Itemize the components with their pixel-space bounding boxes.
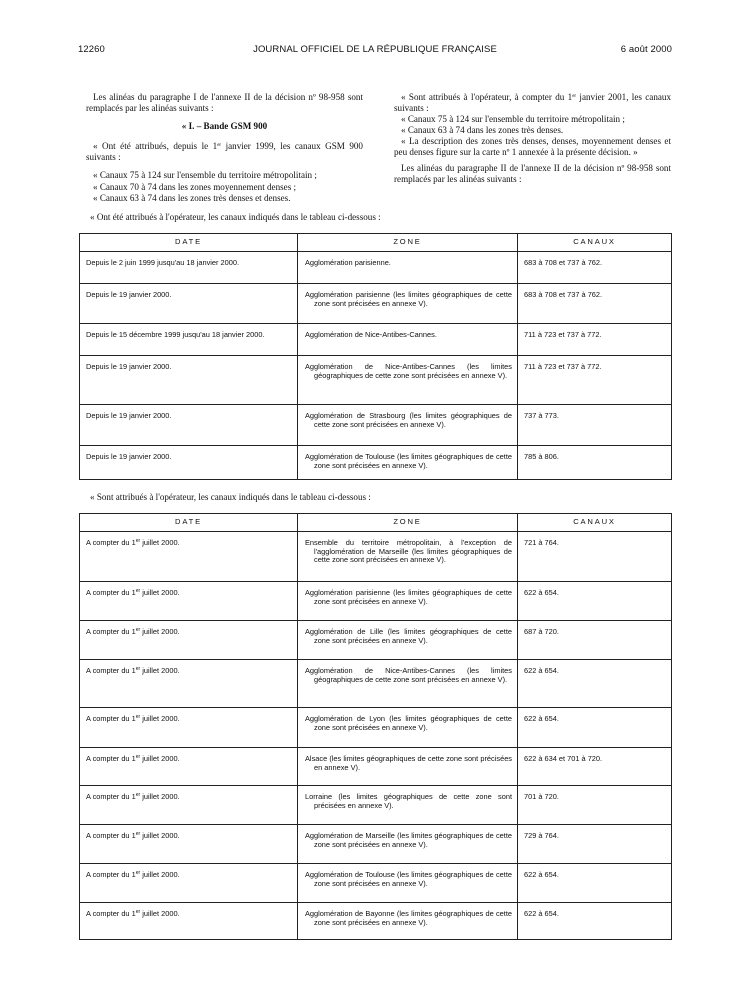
canaux-cell: 622 à 654. bbox=[518, 660, 672, 708]
table-row bbox=[80, 748, 672, 786]
canaux-cell: 687 à 720. bbox=[518, 621, 672, 660]
table-row bbox=[80, 621, 672, 660]
page-number: 12260 bbox=[78, 44, 105, 55]
table-row bbox=[80, 903, 672, 940]
journal-title: JOURNAL OFFICIEL DE LA RÉPUBLIQUE FRANÇAISE bbox=[253, 44, 497, 55]
date-cell: Depuis le 19 janvier 2000. bbox=[80, 446, 298, 480]
channels-table-2 bbox=[79, 513, 672, 940]
left-column bbox=[86, 92, 363, 204]
zone-cell: Agglomération de Lyon (les limites géographiques de cette zone sont précisées en annexe V). bbox=[298, 708, 518, 748]
date-cell: Depuis le 19 janvier 2000. bbox=[80, 356, 298, 405]
table1-intro: « Ont été attribués à l'opérateur, les canaux indiqués dans le tableau ci-dessous : bbox=[90, 212, 381, 222]
date-cell: Depuis le 15 décembre 1999 jusqu'au 18 janvier 2000. bbox=[80, 324, 298, 356]
table-row bbox=[80, 660, 672, 708]
date-cell: A compter du 1er juillet 2000. bbox=[80, 786, 298, 825]
publication-date: 6 août 2000 bbox=[620, 44, 672, 55]
zone-column-header: ZONE bbox=[298, 234, 518, 252]
date-cell: A compter du 1er juillet 2000. bbox=[80, 864, 298, 903]
date-cell: A compter du 1er juillet 2000. bbox=[80, 748, 298, 786]
date-column-header: DATE bbox=[80, 514, 298, 532]
table-row bbox=[80, 252, 672, 284]
canaux-cell: 622 à 654. bbox=[518, 903, 672, 940]
table-row bbox=[80, 532, 672, 582]
canaux-cell: 721 à 764. bbox=[518, 532, 672, 582]
left-list-item: « Canaux 63 à 74 dans les zones très denses et denses. bbox=[93, 192, 291, 203]
zone-cell: Ensemble du territoire métropolitain, à l'exception de l'agglomération de Marseille (les limites géographiques de cette zone sont précisées en annexe V). bbox=[298, 532, 518, 582]
left-paragraph-2: « Ont été attribués, depuis le 1er janvier 1999, les canaux GSM 900 suivants : bbox=[86, 141, 363, 163]
canaux-cell: 622 à 654. bbox=[518, 864, 672, 903]
zone-cell: Agglomération de Bayonne (les limites géographiques de cette zone sont précisées en annexe V). bbox=[298, 903, 518, 940]
right-list-item: « Canaux 63 à 74 dans les zones très denses. bbox=[401, 125, 564, 136]
canaux-cell: 683 à 708 et 737 à 762. bbox=[518, 284, 672, 324]
table2-intro: « Sont attribués à l'opérateur, les canaux indiqués dans le tableau ci-dessous : bbox=[90, 492, 371, 502]
zone-cell: Agglomération parisienne (les limites géographiques de cette zone sont précisées en annexe V). bbox=[298, 582, 518, 621]
canaux-cell: 737 à 773. bbox=[518, 405, 672, 446]
table-row bbox=[80, 582, 672, 621]
date-cell: A compter du 1er juillet 2000. bbox=[80, 582, 298, 621]
two-column-text bbox=[86, 92, 671, 204]
date-cell: Depuis le 19 janvier 2000. bbox=[80, 284, 298, 324]
zone-cell: Agglomération de Marseille (les limites géographiques de cette zone sont précisées en annexe V). bbox=[298, 825, 518, 864]
right-paragraph-3: Les alinéas du paragraphe II de l'annexe II de la décision nº 98-958 sont remplacés par les alinéas suivants : bbox=[394, 162, 671, 184]
right-column bbox=[394, 92, 671, 204]
canaux-cell: 622 à 654. bbox=[518, 582, 672, 621]
table-row bbox=[80, 324, 672, 356]
canaux-cell: 622 à 634 et 701 à 720. bbox=[518, 748, 672, 786]
canaux-cell: 683 à 708 et 737 à 762. bbox=[518, 252, 672, 284]
date-cell: A compter du 1er juillet 2000. bbox=[80, 903, 298, 940]
left-list-item: « Canaux 70 à 74 dans les zones moyennement denses ; bbox=[93, 181, 297, 192]
canaux-cell: 729 à 764. bbox=[518, 825, 672, 864]
zone-cell: Agglomération de Nice-Antibes-Cannes (les limites géographiques de cette zone sont précisées en annexe V). bbox=[298, 660, 518, 708]
date-cell: A compter du 1er juillet 2000. bbox=[80, 825, 298, 864]
table-row bbox=[80, 356, 672, 405]
table-row bbox=[80, 786, 672, 825]
page-header bbox=[78, 44, 672, 55]
zone-cell: Agglomération de Nice-Antibes-Cannes. bbox=[298, 324, 518, 356]
right-paragraph-2: « La description des zones très denses, denses, moyennement denses et peu denses figure sur la carte nº 1 annexée à la présente décision. » bbox=[394, 136, 671, 158]
table-row bbox=[80, 708, 672, 748]
zone-cell: Agglomération de Toulouse (les limites géographiques de cette zone sont précisées en annexe V). bbox=[298, 864, 518, 903]
date-cell: A compter du 1er juillet 2000. bbox=[80, 660, 298, 708]
canaux-cell: 622 à 654. bbox=[518, 708, 672, 748]
date-cell: Depuis le 19 janvier 2000. bbox=[80, 405, 298, 446]
zone-cell: Lorraine (les limites géographiques de cette zone sont précisées en annexe V). bbox=[298, 786, 518, 825]
right-list-item: « Canaux 75 à 124 sur l'ensemble du territoire métropolitain ; bbox=[401, 114, 625, 125]
table-row bbox=[80, 446, 672, 480]
canaux-column-header: CANAUX bbox=[518, 514, 672, 532]
zone-cell: Agglomération de Nice-Antibes-Cannes (les limites géographiques de cette zone sont précisées en annexe V). bbox=[298, 356, 518, 405]
zone-cell: Agglomération de Toulouse (les limites géographiques de cette zone sont précisées en annexe V). bbox=[298, 446, 518, 480]
date-cell: Depuis le 2 juin 1999 jusqu'au 18 janvier 2000. bbox=[80, 252, 298, 284]
zone-column-header: ZONE bbox=[298, 514, 518, 532]
canaux-column-header: CANAUX bbox=[518, 234, 672, 252]
left-paragraph-1: Les alinéas du paragraphe I de l'annexe II de la décision nº 98-958 sont remplacés par les alinéas suivants : bbox=[86, 92, 363, 114]
table-header-row bbox=[80, 514, 672, 532]
zone-cell: Agglomération parisienne. bbox=[298, 252, 518, 284]
canaux-cell: 785 à 806. bbox=[518, 446, 672, 480]
right-paragraph-1: « Sont attribués à l'opérateur, à compter du 1er janvier 2001, les canaux suivants : bbox=[394, 92, 672, 114]
canaux-cell: 711 à 723 et 737 à 772. bbox=[518, 324, 672, 356]
left-list-item: « Canaux 75 à 124 sur l'ensemble du territoire métropolitain ; bbox=[93, 170, 317, 181]
table-row bbox=[80, 864, 672, 903]
channels-table-1 bbox=[79, 233, 672, 480]
zone-cell: Alsace (les limites géographiques de cette zone sont précisées en annexe V). bbox=[298, 748, 518, 786]
table-row bbox=[80, 405, 672, 446]
section-heading: « I. – Bande GSM 900 bbox=[181, 121, 268, 132]
table-row bbox=[80, 825, 672, 864]
table-header-row bbox=[80, 234, 672, 252]
date-cell: A compter du 1er juillet 2000. bbox=[80, 708, 298, 748]
table-row bbox=[80, 284, 672, 324]
zone-cell: Agglomération de Lille (les limites géographiques de cette zone sont précisées en annexe V). bbox=[298, 621, 518, 660]
date-cell: A compter du 1er juillet 2000. bbox=[80, 532, 298, 582]
date-cell: A compter du 1er juillet 2000. bbox=[80, 621, 298, 660]
canaux-cell: 711 à 723 et 737 à 772. bbox=[518, 356, 672, 405]
zone-cell: Agglomération de Strasbourg (les limites géographiques de cette zone sont précisées en annexe V). bbox=[298, 405, 518, 446]
zone-cell: Agglomération parisienne (les limites géographiques de cette zone sont précisées en annexe V). bbox=[298, 284, 518, 324]
date-column-header: DATE bbox=[80, 234, 298, 252]
canaux-cell: 701 à 720. bbox=[518, 786, 672, 825]
